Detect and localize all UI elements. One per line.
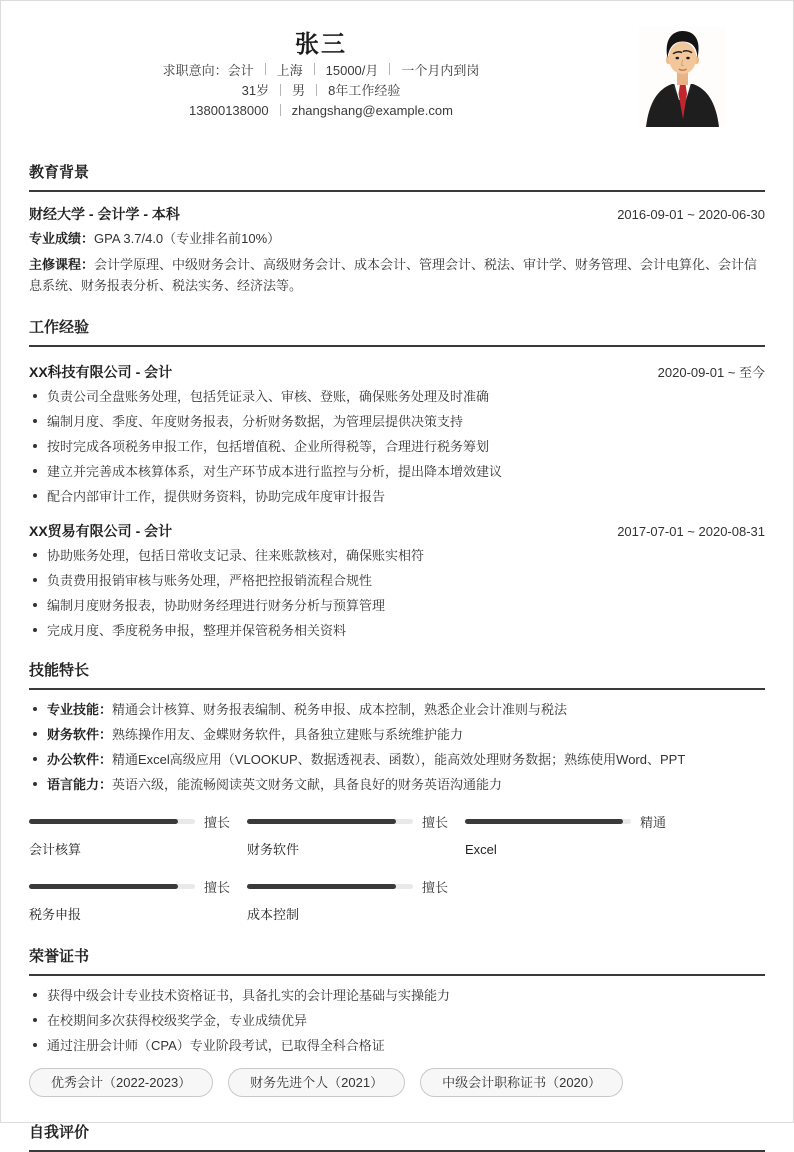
skill-bar-fill — [247, 819, 396, 824]
list-item: 在校期间多次获得校级奖学金，专业成绩优异 — [29, 1012, 765, 1029]
job-header — [29, 362, 765, 381]
divider-icon — [265, 63, 266, 75]
section-honors — [29, 947, 765, 1097]
header — [1, 1, 793, 121]
experience-years: 8年工作经验 — [328, 83, 401, 99]
skill-label: 专业技能： — [47, 701, 113, 717]
list-item: 按时完成各项税务申报工作，包括增值税、企业所得税等，合理进行税务筹划 — [29, 438, 765, 455]
courses-label: 主修课程： — [29, 256, 95, 272]
skills-list — [29, 701, 765, 793]
bullet-dot — [33, 707, 37, 711]
intent-position: 会计 — [227, 62, 254, 78]
intent-label: 求职意向： — [162, 62, 228, 78]
bullet-dot — [33, 757, 37, 761]
section-skills — [29, 661, 765, 923]
divider-icon — [389, 63, 390, 75]
section-title-work: 工作经验 — [29, 318, 90, 336]
candidate-name: 张三 — [295, 31, 347, 58]
bullet-dot — [33, 1043, 37, 1047]
section-title-education: 教育背景 — [29, 163, 90, 181]
job-header — [29, 522, 765, 540]
skill-bar-item — [247, 812, 465, 858]
basic-info-line — [1, 80, 641, 101]
section-title-skills: 技能特长 — [29, 661, 90, 679]
skill-bar-item — [29, 877, 247, 923]
skill-bars-grid — [29, 812, 765, 923]
list-item: 负责费用报销审核与账务处理，严格把控报销流程合规性 — [29, 572, 765, 589]
skill-bar-track — [29, 884, 195, 889]
skill-bar-name: 会计核算 — [29, 841, 82, 857]
section-self-evaluation — [29, 1123, 765, 1152]
skill-bar-track — [247, 819, 413, 824]
bullet-dot — [33, 732, 37, 736]
job-duties-list — [29, 388, 765, 505]
section-rule — [29, 688, 765, 690]
gpa-label: 专业成绩： — [29, 230, 95, 246]
courses-text: 会计学原理、中级财务会计、高级财务会计、成本会计、管理会计、税法、审计学、财务管理、会计电算化、会计信息系统、财务报表分析、税法实务、经济法等。 — [29, 256, 758, 293]
email-address: zhangshang@example.com — [291, 102, 453, 118]
list-item: 编制月度、季度、年度财务报表，分析财务数据，为管理层提供决策支持 — [29, 413, 765, 430]
intent-city: 上海 — [276, 62, 303, 78]
skill-text: 英语六级，能流畅阅读英文财务文献，具备良好的财务英语沟通能力 — [112, 776, 503, 792]
bullet-dot — [33, 494, 37, 498]
skill-bar-item — [29, 812, 247, 858]
contact-line — [1, 100, 641, 121]
skill-label: 财务软件： — [47, 726, 113, 742]
list-item: 获得中级会计专业技术资格证书，具备扎实的会计理论基础与实操能力 — [29, 987, 765, 1004]
skill-label: 办公软件： — [47, 751, 113, 767]
divider-icon — [314, 63, 315, 75]
section-rule — [29, 345, 765, 347]
skill-bar-item — [465, 812, 683, 858]
skill-bar-name: 财务软件 — [247, 841, 300, 857]
skill-bar-fill — [29, 884, 178, 889]
skill-bar-name: 成本控制 — [247, 906, 300, 922]
skill-bar-item — [247, 877, 465, 923]
degree-row — [29, 205, 765, 223]
skill-bar-track — [29, 819, 195, 824]
profile-photo — [639, 27, 726, 127]
job-date: 2020-09-01 ~ 至今 — [657, 364, 765, 380]
bullet-dot — [33, 993, 37, 997]
divider-icon — [280, 84, 281, 96]
skill-text: 精通会计核算、财务报表编制、税务申报、成本控制，熟悉企业会计准则与税法 — [112, 701, 568, 717]
header-center — [1, 31, 641, 121]
list-item: 负责公司全盘账务处理，包括凭证录入、审核、登账，确保账务处理及时准确 — [29, 388, 765, 405]
list-item: 建立并完善成本核算体系，对生产环节成本进行监控与分析，提出降本增效建议 — [29, 463, 765, 480]
award-badge: 中级会计职称证书（2020） — [420, 1068, 623, 1097]
education-date: 2016-09-01 ~ 2020-06-30 — [617, 206, 765, 222]
gender: 男 — [292, 83, 306, 99]
skill-bar-level: 擅长 — [204, 814, 231, 830]
profile-portrait-icon — [639, 27, 726, 127]
job-date: 2017-07-01 ~ 2020-08-31 — [617, 523, 765, 539]
section-rule — [29, 974, 765, 976]
divider-icon — [280, 104, 281, 116]
award-badges — [29, 1068, 765, 1097]
bullet-dot — [33, 628, 37, 632]
divider-icon — [316, 84, 317, 96]
degree-title: 财经大学 - 会计学 - 本科 — [29, 205, 180, 222]
skill-label: 语言能力： — [47, 776, 113, 792]
bullet-dot — [33, 419, 37, 423]
section-rule — [29, 190, 765, 192]
honors-list — [29, 987, 765, 1054]
list-item — [29, 776, 765, 793]
intent-availability: 一个月内到岗 — [401, 62, 480, 78]
award-badge: 优秀会计（2022-2023） — [29, 1068, 213, 1097]
skill-bar-level: 擅长 — [422, 814, 449, 830]
list-item — [29, 751, 765, 768]
bullet-dot — [33, 444, 37, 448]
skill-text: 精通Excel高级应用（VLOOKUP、数据透视表、函数），能高效处理财务数据；熟练使用Word、PPT — [112, 751, 686, 767]
skill-bar-fill — [29, 819, 178, 824]
gpa-row — [29, 228, 765, 249]
gpa-text: GPA 3.7/4.0（专业排名前10%） — [94, 230, 281, 246]
age: 31岁 — [241, 83, 270, 99]
company-title: XX贸易有限公司 - 会计 — [29, 522, 173, 539]
phone-number: 13800138000 — [189, 102, 269, 118]
list-item: 配合内部审计工作，提供财务资料，协助完成年度审计报告 — [29, 488, 765, 505]
bullet-dot — [33, 469, 37, 473]
list-item: 完成月度、季度税务申报，整理并保管税务相关资料 — [29, 622, 765, 639]
bullet-dot — [33, 782, 37, 786]
award-badge: 财务先进个人（2021） — [228, 1068, 405, 1097]
section-rule — [29, 1150, 765, 1152]
courses-row — [29, 254, 765, 296]
list-item — [29, 701, 765, 718]
list-item: 协助账务处理，包括日常收支记录、往来账款核对，确保账实相符 — [29, 547, 765, 564]
list-item: 通过注册会计师（CPA）专业阶段考试，已取得全科合格证 — [29, 1037, 765, 1054]
company-title: XX科技有限公司 - 会计 — [29, 363, 173, 380]
section-education — [29, 163, 765, 296]
skill-bar-level: 精通 — [640, 814, 667, 830]
job-intent-line — [1, 59, 641, 80]
bullet-dot — [33, 1018, 37, 1022]
skill-bar-level: 擅长 — [422, 879, 449, 895]
skill-bar-level: 擅长 — [204, 879, 231, 895]
section-work — [29, 318, 765, 639]
bullet-dot — [33, 578, 37, 582]
bullet-dot — [33, 394, 37, 398]
skill-bar-fill — [247, 884, 396, 889]
section-title-honors: 荣誉证书 — [29, 947, 90, 965]
section-title-self-evaluation: 自我评价 — [29, 1123, 90, 1141]
intent-salary: 15000/月 — [325, 62, 379, 78]
list-item: 编制月度财务报表，协助财务经理进行财务分析与预算管理 — [29, 597, 765, 614]
skill-text: 熟练操作用友、金蝶财务软件，具备独立建账与系统维护能力 — [112, 726, 464, 742]
skill-bar-track — [465, 819, 631, 824]
skill-bar-track — [247, 884, 413, 889]
list-item — [29, 726, 765, 743]
job-duties-list — [29, 547, 765, 639]
skill-bar-name: Excel — [465, 841, 497, 857]
bullet-dot — [33, 553, 37, 557]
bullet-dot — [33, 603, 37, 607]
skill-bar-name: 税务申报 — [29, 906, 82, 922]
skill-bar-fill — [465, 819, 623, 824]
